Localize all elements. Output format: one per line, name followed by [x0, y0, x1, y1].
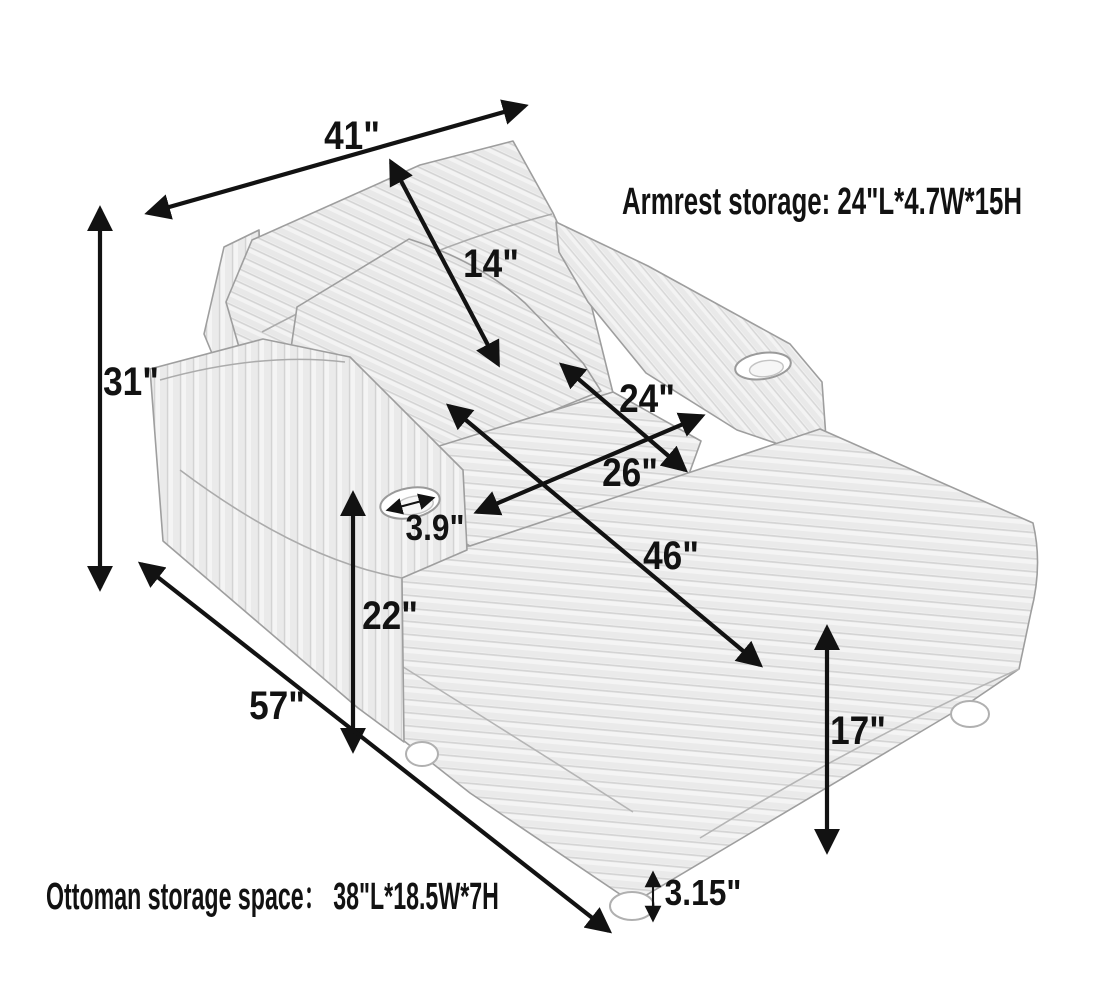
foot-front-left [406, 742, 438, 766]
foot-right [951, 701, 989, 727]
dim-label-overall-width: 57" [249, 684, 305, 728]
dim-label-cup-holder: 3.9" [405, 507, 465, 548]
dim-label-overall-height: 31" [103, 360, 159, 404]
dim-label-seat-width: 26" [602, 451, 658, 495]
dim-label-ottoman-height: 17" [830, 709, 886, 753]
dim-label-seat-depth: 24" [619, 377, 675, 421]
foot-front-center [610, 892, 654, 920]
chaise-lounge-sketch [150, 141, 1038, 920]
dim-label-seat-height: 22" [362, 594, 418, 638]
dim-label-back-width: 41" [324, 114, 380, 158]
dim-label-leg-height: 3.15" [664, 872, 742, 913]
armrest-storage-note: Armrest storage: 24"L*4.7W*15H [622, 181, 1023, 223]
dim-label-back-cushion: 14" [463, 242, 519, 286]
dim-label-chaise-length: 46" [643, 534, 699, 578]
ottoman-storage-note: Ottoman storage space： 38"L*18.5W*7H [46, 876, 499, 918]
